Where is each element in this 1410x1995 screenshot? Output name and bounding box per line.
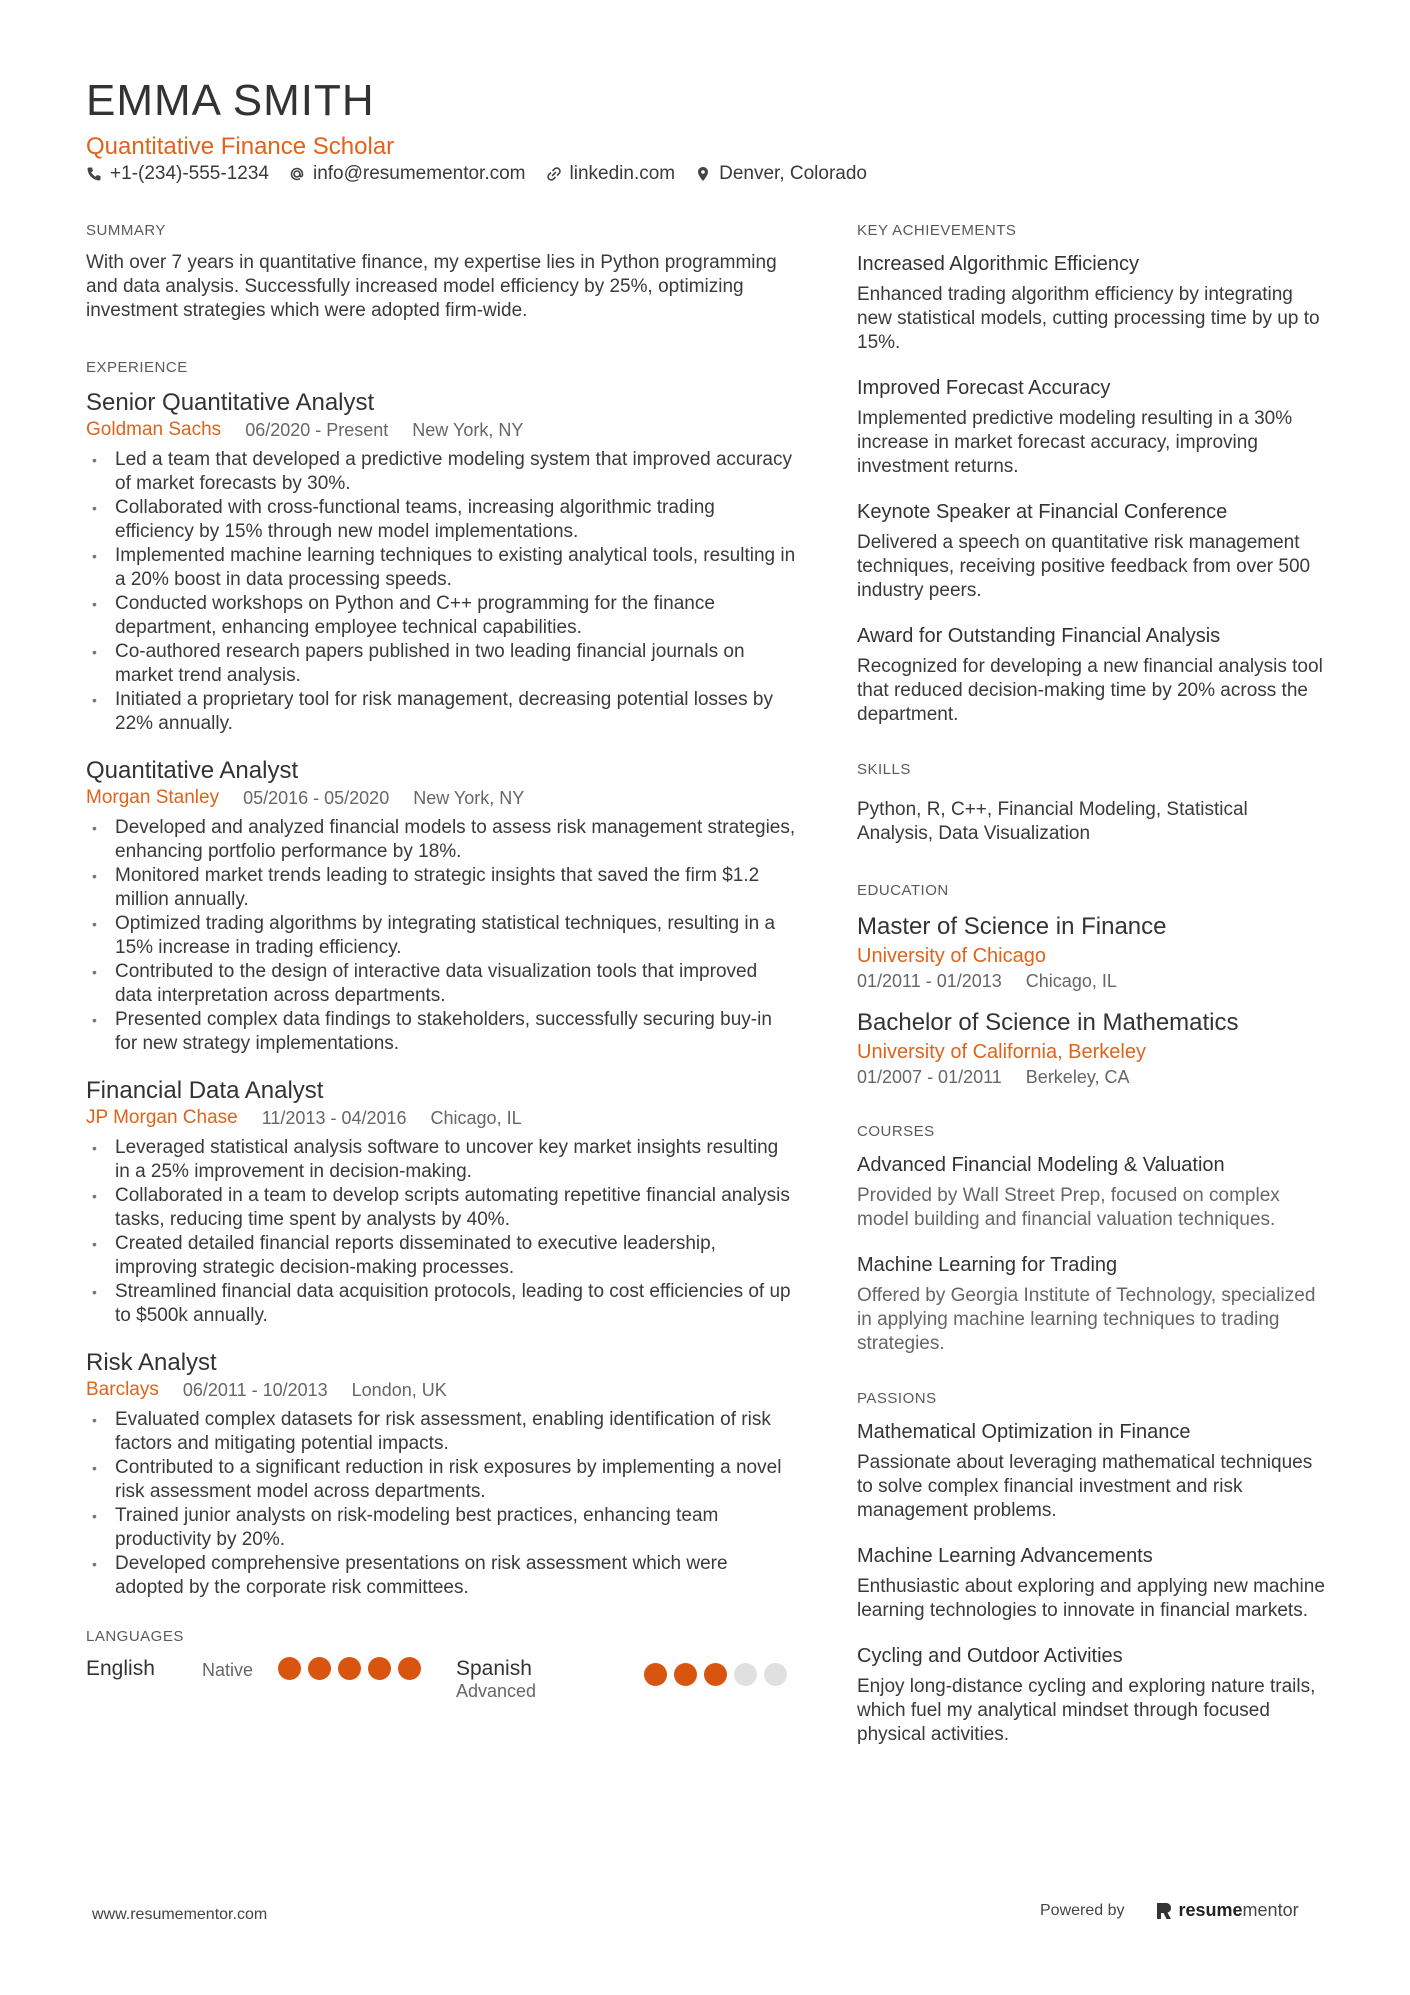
resumementor-logo-icon bbox=[1155, 1901, 1173, 1921]
bullet-item: • Contributed to the design of interactive data visualization tools that improved data interpretation across departments. bbox=[86, 960, 796, 1008]
experience-section bbox=[86, 359, 796, 1600]
job-dates: 06/2011 - 10/2013 bbox=[182, 1380, 328, 1400]
job-dates: 06/2020 - Present bbox=[245, 420, 389, 440]
job-bullets bbox=[86, 1408, 796, 1600]
at-icon bbox=[289, 166, 305, 182]
passion-desc: Passionate about leveraging mathematical techniques to solve complex financial investment and risk management problems. bbox=[857, 1452, 1313, 1521]
course-title: Machine Learning for Trading bbox=[857, 1254, 1118, 1276]
bullet-item: • Implemented machine learning techniques to existing analytical tools, resulting in a 20% boost in data processing speeds. bbox=[86, 544, 796, 592]
bullet-item: • Evaluated complex datasets for risk assessment, enabling identification of risk factors and mitigating potential impacts. bbox=[86, 1408, 796, 1456]
job-bullets bbox=[86, 448, 796, 736]
achievement-title: Keynote Speaker at Financial Conference bbox=[857, 501, 1228, 523]
rating-dot-filled bbox=[644, 1663, 667, 1686]
passion-title: Mathematical Optimization in Finance bbox=[857, 1421, 1191, 1443]
rating-dot-filled bbox=[398, 1657, 421, 1680]
summary-section bbox=[86, 222, 796, 323]
education-location: Chicago, IL bbox=[1025, 971, 1117, 991]
contact-bar bbox=[86, 163, 867, 185]
bullet-item: • Initiated a proprietary tool for risk management, decreasing potential losses by 22% annually. bbox=[86, 688, 796, 736]
passion-desc: Enjoy long-distance cycling and exploring nature trails, which fuel my analytical mindset through focused physical activities. bbox=[857, 1676, 1316, 1745]
language-rating bbox=[644, 1657, 787, 1702]
right-column bbox=[857, 222, 1327, 1783]
education-section bbox=[857, 882, 1327, 1089]
bullet-item: • Led a team that developed a predictive modeling system that improved accuracy of market forecasts by 30%. bbox=[86, 448, 796, 496]
phone-text: +1-(234)-555-1234 bbox=[110, 163, 269, 184]
education-meta bbox=[857, 969, 1327, 993]
school-name: University of Chicago bbox=[857, 945, 1046, 967]
bullet-item: • Optimized trading algorithms by integrating statistical techniques, resulting in a 15% increase in trading efficiency. bbox=[86, 912, 796, 960]
job-dates: 11/2013 - 04/2016 bbox=[261, 1108, 407, 1128]
skills-section bbox=[857, 761, 1327, 846]
summary-text: With over 7 years in quantitative finance, my expertise lies in Python programming and data analysis. Successfully increased model efficiency by 25%, optimizing investment strategies which were adopted firm-wide. bbox=[86, 252, 777, 321]
job-location: New York, NY bbox=[413, 788, 525, 808]
language-item bbox=[456, 1657, 796, 1702]
job-entry bbox=[86, 1348, 796, 1600]
passion-title: Cycling and Outdoor Activities bbox=[857, 1645, 1123, 1667]
course-desc: Provided by Wall Street Prep, focused on complex model building and financial valuation techniques. bbox=[857, 1185, 1280, 1230]
degree-title: Bachelor of Science in Mathematics bbox=[857, 1009, 1239, 1036]
achievement-title: Improved Forecast Accuracy bbox=[857, 377, 1111, 399]
company-name: Goldman Sachs bbox=[86, 419, 222, 440]
languages-row bbox=[86, 1657, 796, 1702]
achievement-item bbox=[857, 251, 1327, 355]
rating-dot-filled bbox=[338, 1657, 361, 1680]
job-entry bbox=[86, 388, 796, 736]
bullet-item: • Collaborated with cross-functional teams, increasing algorithmic trading efficiency by 15% through new model implementations. bbox=[86, 496, 796, 544]
achievement-desc: Delivered a speech on quantitative risk management techniques, receiving positive feedback from over 500 industry peers. bbox=[857, 532, 1311, 601]
passion-item bbox=[857, 1543, 1327, 1623]
achievement-title: Increased Algorithmic Efficiency bbox=[857, 253, 1139, 275]
job-location: New York, NY bbox=[412, 420, 524, 440]
contact-phone[interactable] bbox=[86, 163, 269, 185]
brand-logo[interactable] bbox=[1155, 1900, 1299, 1921]
education-meta bbox=[857, 1065, 1327, 1089]
brand-rest: mentor bbox=[1242, 1900, 1299, 1920]
language-name: Spanish bbox=[456, 1657, 532, 1680]
footer-brand bbox=[1040, 1900, 1299, 1921]
job-meta bbox=[86, 1106, 796, 1130]
contact-location bbox=[695, 163, 867, 185]
achievements-section bbox=[857, 222, 1327, 727]
link-icon bbox=[546, 166, 562, 182]
bullet-item: • Streamlined financial data acquisition protocols, leading to cost efficiencies of up to $500k annually. bbox=[86, 1280, 796, 1328]
job-title: Financial Data Analyst bbox=[86, 1077, 324, 1104]
bullet-item: • Developed comprehensive presentations on risk assessment which were adopted by the corporate risk committees. bbox=[86, 1552, 796, 1600]
job-meta bbox=[86, 786, 796, 810]
language-item bbox=[86, 1657, 456, 1681]
job-bullets bbox=[86, 816, 796, 1056]
section-title: LANGUAGES bbox=[86, 1628, 184, 1645]
job-entry bbox=[86, 756, 796, 1056]
section-title: SUMMARY bbox=[86, 222, 166, 239]
job-location: London, UK bbox=[351, 1380, 447, 1400]
languages-section bbox=[86, 1628, 796, 1702]
passion-item bbox=[857, 1643, 1327, 1747]
skills-text: Python, R, C++, Financial Modeling, Statistical Analysis, Data Visualization bbox=[857, 799, 1248, 844]
candidate-name: EMMA SMITH bbox=[86, 76, 375, 125]
language-level: Advanced bbox=[456, 1681, 537, 1701]
contact-linkedin[interactable] bbox=[546, 163, 676, 185]
job-meta bbox=[86, 1378, 796, 1402]
section-title: EDUCATION bbox=[857, 882, 949, 899]
section-title: PASSIONS bbox=[857, 1390, 937, 1407]
rating-dot-filled bbox=[704, 1663, 727, 1686]
course-item bbox=[857, 1252, 1327, 1356]
section-title: KEY ACHIEVEMENTS bbox=[857, 222, 1017, 239]
achievement-item bbox=[857, 375, 1327, 479]
rating-dot-filled bbox=[674, 1663, 697, 1686]
bullet-item: • Conducted workshops on Python and C++ programming for the finance department, enhancing employee technical capabilities. bbox=[86, 592, 796, 640]
rating-dot-filled bbox=[308, 1657, 331, 1680]
language-rating bbox=[278, 1657, 421, 1680]
achievement-title: Award for Outstanding Financial Analysis bbox=[857, 625, 1221, 647]
job-dates: 05/2016 - 05/2020 bbox=[243, 788, 390, 808]
language-level: Native bbox=[202, 1660, 254, 1680]
bullet-item: • Monitored market trends leading to strategic insights that saved the firm $1.2 million annually. bbox=[86, 864, 796, 912]
linkedin-text: linkedin.com bbox=[569, 163, 676, 184]
passion-title: Machine Learning Advancements bbox=[857, 1545, 1153, 1567]
language-name: English bbox=[86, 1657, 155, 1680]
course-item bbox=[857, 1152, 1327, 1232]
job-location: Chicago, IL bbox=[430, 1108, 522, 1128]
achievement-item bbox=[857, 499, 1327, 603]
bullet-item: • Trained junior analysts on risk-modeling best practices, enhancing team productivity by 20%. bbox=[86, 1504, 796, 1552]
education-dates: 01/2007 - 01/2011 bbox=[857, 1067, 1002, 1087]
job-bullets bbox=[86, 1136, 796, 1328]
education-item bbox=[857, 911, 1327, 993]
achievement-desc: Enhanced trading algorithm efficiency by integrating new statistical models, cutting processing time by up to 15%. bbox=[857, 284, 1320, 353]
powered-by-label: Powered by bbox=[1040, 1901, 1125, 1919]
education-item bbox=[857, 1007, 1327, 1089]
job-meta bbox=[86, 418, 796, 442]
education-location: Berkeley, CA bbox=[1025, 1067, 1130, 1087]
passions-section bbox=[857, 1390, 1327, 1747]
job-title: Quantitative Analyst bbox=[86, 757, 299, 784]
location-pin-icon bbox=[695, 166, 711, 182]
candidate-role: Quantitative Finance Scholar bbox=[86, 133, 395, 160]
contact-email[interactable] bbox=[289, 163, 526, 185]
company-name: JP Morgan Chase bbox=[86, 1107, 238, 1128]
degree-title: Master of Science in Finance bbox=[857, 913, 1167, 940]
job-title: Risk Analyst bbox=[86, 1349, 217, 1376]
bullet-item: • Developed and analyzed financial models to assess risk management strategies, enhancing portfolio performance by 18%. bbox=[86, 816, 796, 864]
achievement-desc: Recognized for developing a new financial analysis tool that reduced decision-making time by 20% across the department. bbox=[857, 656, 1323, 725]
job-entry bbox=[86, 1076, 796, 1328]
company-name: Barclays bbox=[86, 1379, 159, 1400]
email-text: info@resumementor.com bbox=[312, 163, 526, 184]
section-title: EXPERIENCE bbox=[86, 359, 188, 376]
bullet-item: • Created detailed financial reports disseminated to executive leadership, improving strategic decision-making processes. bbox=[86, 1232, 796, 1280]
course-title: Advanced Financial Modeling & Valuation bbox=[857, 1154, 1225, 1176]
bullet-item: • Contributed to a significant reduction in risk exposures by implementing a novel risk assessment model across departments. bbox=[86, 1456, 796, 1504]
bullet-item: • Co-authored research papers published in two leading financial journals on market trend analysis. bbox=[86, 640, 796, 688]
education-dates: 01/2011 - 01/2013 bbox=[857, 971, 1002, 991]
courses-section bbox=[857, 1123, 1327, 1356]
language-text bbox=[456, 1657, 644, 1702]
rating-dot-filled bbox=[278, 1657, 301, 1680]
course-desc: Offered by Georgia Institute of Technology, specialized in applying machine learning techniques to trading strategies. bbox=[857, 1285, 1316, 1354]
rating-dot-empty bbox=[764, 1663, 787, 1686]
company-name: Morgan Stanley bbox=[86, 787, 220, 808]
achievement-desc: Implemented predictive modeling resulting in a 30% increase in market forecast accuracy, improving investment returns. bbox=[857, 408, 1293, 477]
left-column bbox=[86, 222, 796, 1738]
footer-website[interactable]: www.resumementor.com bbox=[92, 1906, 268, 1923]
brand-bold: resume bbox=[1178, 1900, 1243, 1920]
bullet-item: • Presented complex data findings to stakeholders, successfully securing buy-in for new strategy implementations. bbox=[86, 1008, 796, 1056]
achievement-item bbox=[857, 623, 1327, 727]
bullet-item: • Collaborated in a team to develop scripts automating repetitive financial analysis tasks, reducing time spent by analysts by 40%. bbox=[86, 1184, 796, 1232]
passion-item bbox=[857, 1419, 1327, 1523]
rating-dot-empty bbox=[734, 1663, 757, 1686]
location-text: Denver, Colorado bbox=[719, 163, 867, 184]
rating-dot-filled bbox=[368, 1657, 391, 1680]
passion-desc: Enthusiastic about exploring and applying new machine learning technologies to innovate in financial markets. bbox=[857, 1576, 1325, 1621]
bullet-item: • Leveraged statistical analysis software to uncover key market insights resulting in a 25% improvement in decision-making. bbox=[86, 1136, 796, 1184]
job-title: Senior Quantitative Analyst bbox=[86, 389, 375, 416]
section-title: COURSES bbox=[857, 1123, 935, 1140]
section-title: SKILLS bbox=[857, 761, 911, 778]
phone-icon bbox=[86, 166, 102, 182]
school-name: University of California, Berkeley bbox=[857, 1041, 1146, 1063]
